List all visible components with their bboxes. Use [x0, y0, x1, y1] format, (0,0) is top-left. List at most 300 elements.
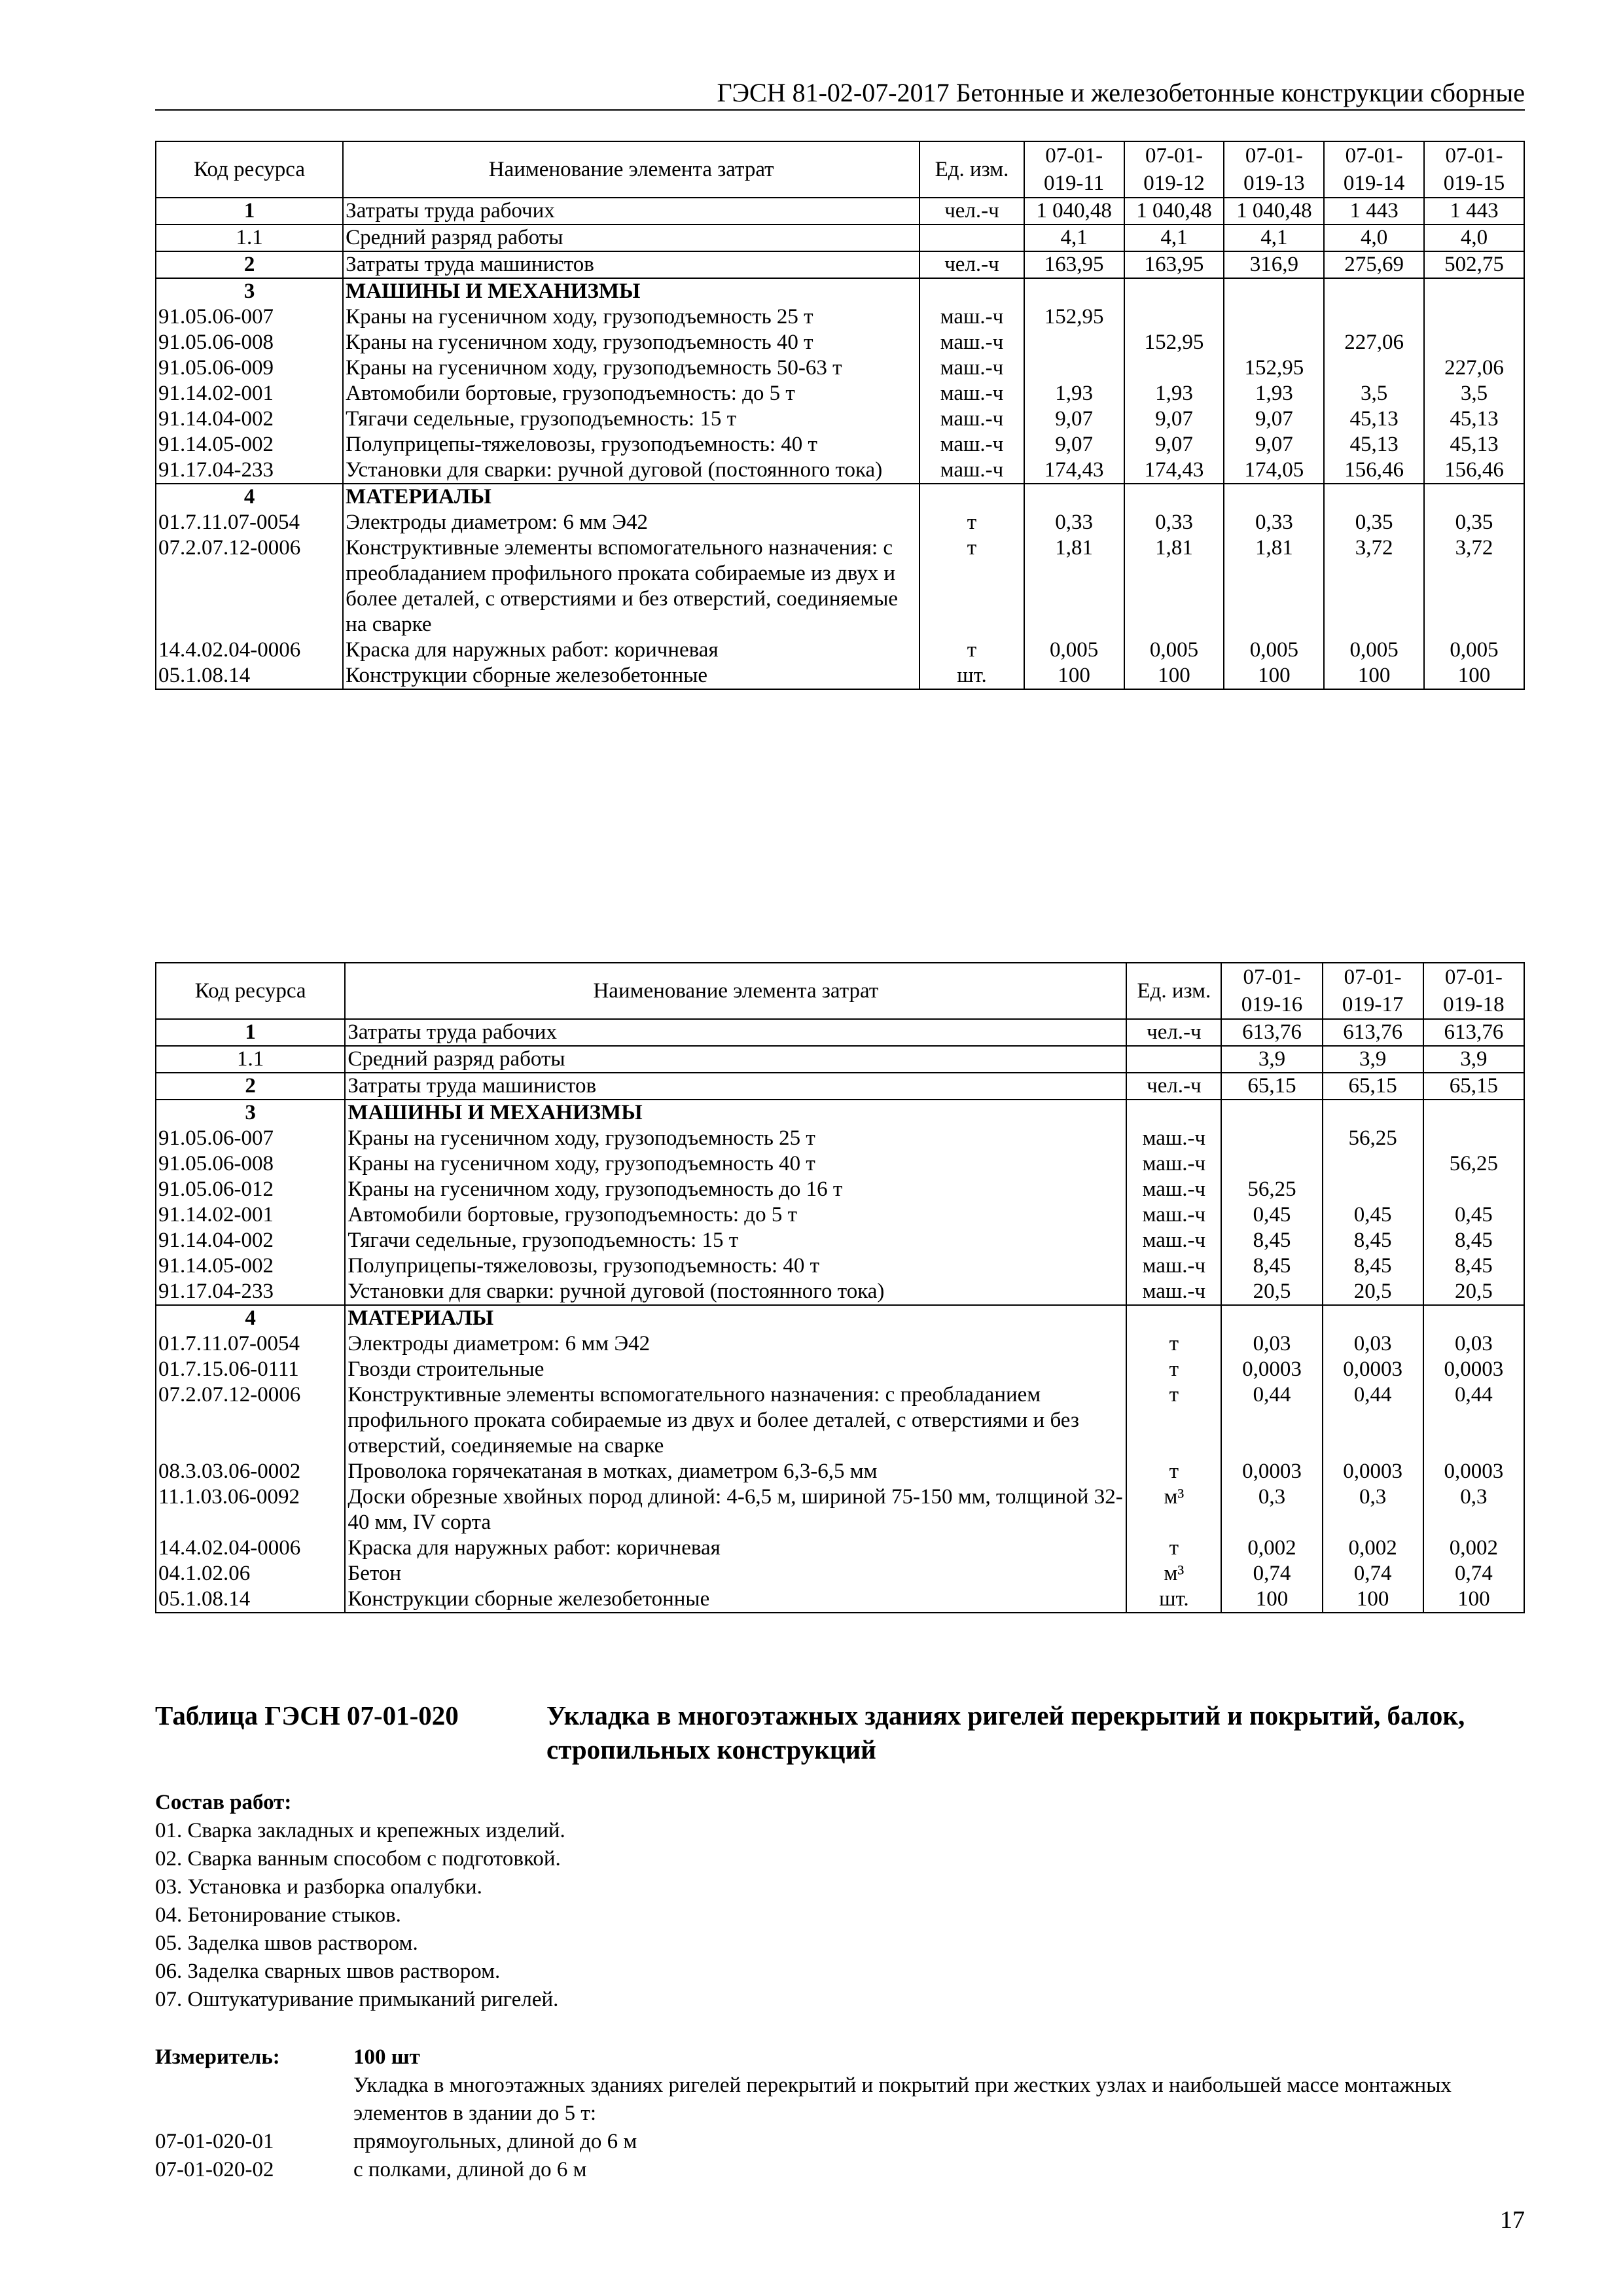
unit: т — [919, 637, 1024, 663]
table-row — [156, 224, 1524, 251]
value-cell: 9,07 — [1224, 406, 1324, 432]
value-cell: 0,74 — [1423, 1561, 1524, 1587]
resource-code: 05.1.08.14 — [156, 663, 343, 689]
value-cell — [1324, 304, 1424, 330]
value-cell — [1323, 1305, 1423, 1331]
resource-name: Краны на гусеничном ходу, грузоподъемность 40 т — [343, 330, 919, 355]
value-cell — [1221, 1100, 1322, 1126]
value-cell: 0,3 — [1323, 1484, 1423, 1535]
value-cell: 0,005 — [1424, 637, 1524, 663]
resource-code: 3 — [156, 1100, 345, 1126]
resource-code: 14.4.02.04-0006 — [156, 637, 343, 663]
unit: чел.-ч — [919, 198, 1024, 224]
value-cell: 65,15 — [1323, 1073, 1423, 1100]
table-row — [156, 1019, 1524, 1046]
value-cell: 9,07 — [1024, 432, 1124, 457]
value-cell: 0,03 — [1221, 1331, 1322, 1357]
works-heading: Состав работ: — [155, 1791, 292, 1814]
works-list — [155, 1817, 565, 2014]
value-cell — [1024, 355, 1124, 381]
value-cell: 613,76 — [1323, 1019, 1423, 1046]
resource-code: 4 — [156, 484, 343, 510]
header-row — [156, 963, 1524, 1019]
value-cell — [1324, 355, 1424, 381]
value-cell: 1,93 — [1224, 381, 1324, 406]
value-cell: 8,45 — [1423, 1253, 1524, 1279]
value-cell: 56,25 — [1221, 1177, 1322, 1202]
resource-code: 07.2.07.12-0006 — [156, 535, 343, 637]
resource-code: 01.7.11.07-0054 — [156, 510, 343, 535]
resource-name: Затраты труда машинистов — [345, 1073, 1126, 1100]
value-cell — [1124, 278, 1224, 304]
norm-items — [155, 2128, 637, 2184]
unit: т — [919, 535, 1024, 637]
value-cell — [1424, 330, 1524, 355]
value-cell: 100 — [1324, 663, 1424, 689]
meter-label: Измеритель: — [155, 2045, 280, 2069]
value-cell: 1,81 — [1224, 535, 1324, 637]
value-cell: 100 — [1424, 663, 1524, 689]
unit: т — [1126, 1331, 1221, 1357]
work-item: 04. Бетонирование стыков. — [155, 1903, 401, 1927]
table-row — [156, 484, 1524, 510]
table-row — [156, 304, 1524, 330]
value-cell: 0,03 — [1423, 1331, 1524, 1357]
value-cell: 0,002 — [1323, 1535, 1423, 1561]
resource-name: Краны на гусеничном ходу, грузоподъемность 25 т — [343, 304, 919, 330]
table-row — [156, 1073, 1524, 1100]
work-item: 07. Оштукатуривание примыканий ригелей. — [155, 1988, 559, 2011]
unit: маш.-ч — [919, 457, 1024, 484]
value-cell: 1 443 — [1324, 198, 1424, 224]
table-row — [156, 1535, 1524, 1561]
column-header: Код ресурса — [156, 963, 345, 1019]
column-header: 07-01-019-17 — [1323, 963, 1423, 1019]
resource-code: 14.4.02.04-0006 — [156, 1535, 345, 1561]
value-cell: 0,35 — [1324, 510, 1424, 535]
unit: чел.-ч — [1126, 1073, 1221, 1100]
value-cell: 152,95 — [1024, 304, 1124, 330]
page-number: 17 — [1500, 2206, 1525, 2234]
table-row — [156, 278, 1524, 304]
table-row — [156, 1126, 1524, 1151]
value-cell: 0,44 — [1323, 1382, 1423, 1459]
value-cell: 45,13 — [1324, 406, 1424, 432]
unit: т — [1126, 1459, 1221, 1484]
value-cell — [1124, 484, 1224, 510]
resource-code: 3 — [156, 278, 343, 304]
value-cell: 0,005 — [1224, 637, 1324, 663]
value-cell: 4,1 — [1024, 224, 1124, 251]
value-cell: 156,46 — [1324, 457, 1424, 484]
value-cell: 4,1 — [1224, 224, 1324, 251]
value-cell: 174,43 — [1024, 457, 1124, 484]
unit: маш.-ч — [919, 381, 1024, 406]
value-cell — [1423, 1305, 1524, 1331]
value-cell: 1 040,48 — [1224, 198, 1324, 224]
resource-name: МАТЕРИАЛЫ — [345, 1305, 1126, 1331]
value-cell: 45,13 — [1324, 432, 1424, 457]
value-cell: 1,93 — [1024, 381, 1124, 406]
section-title: Укладка в многоэтажных зданиях ригелей перекрытий и покрытий, балок, стропильных конструкций — [546, 1700, 1465, 1765]
table-row — [156, 1177, 1524, 1202]
resource-table-019-11-15 — [155, 141, 1525, 690]
value-cell: 3,9 — [1221, 1046, 1322, 1073]
resource-name: Проволока горячекатаная в мотках, диаметром 6,3-6,5 мм — [345, 1459, 1126, 1484]
column-header: 07-01-019-13 — [1224, 141, 1324, 198]
unit: т — [1126, 1357, 1221, 1382]
value-cell: 3,5 — [1324, 381, 1424, 406]
value-cell: 156,46 — [1424, 457, 1524, 484]
column-header: 07-01-019-14 — [1324, 141, 1424, 198]
unit: маш.-ч — [1126, 1202, 1221, 1228]
header-row — [156, 141, 1524, 198]
table-row — [156, 355, 1524, 381]
running-header: ГЭСН 81-02-07-2017 Бетонные и железобетонные конструкции сборные — [155, 77, 1525, 111]
table-row — [156, 1202, 1524, 1228]
unit — [919, 224, 1024, 251]
value-cell — [1221, 1126, 1322, 1151]
meter-description: Укладка в многоэтажных зданиях ригелей перекрытий и покрытий при жестких узлах и наибольшей массе монтажных элементов в здании до 5 т: — [353, 2073, 1452, 2125]
value-cell: 20,5 — [1323, 1279, 1423, 1305]
resource-name: Полуприцепы-тяжеловозы, грузоподъемность: 40 т — [345, 1253, 1126, 1279]
value-cell: 275,69 — [1324, 251, 1424, 278]
resource-code: 91.14.05-002 — [156, 432, 343, 457]
unit: маш.-ч — [1126, 1228, 1221, 1253]
unit: м³ — [1126, 1484, 1221, 1535]
unit: м³ — [1126, 1561, 1221, 1587]
value-cell: 1 443 — [1424, 198, 1524, 224]
value-cell: 0,005 — [1324, 637, 1424, 663]
value-cell: 3,72 — [1324, 535, 1424, 637]
table-row — [156, 1484, 1524, 1535]
resource-name: Затраты труда машинистов — [343, 251, 919, 278]
unit: маш.-ч — [919, 432, 1024, 457]
resource-code: 01.7.15.06-0111 — [156, 1357, 345, 1382]
resource-name: Конструкции сборные железобетонные — [345, 1587, 1126, 1613]
table-row — [156, 1561, 1524, 1587]
table-row — [156, 1279, 1524, 1305]
value-cell — [1024, 484, 1124, 510]
table-row — [156, 1253, 1524, 1279]
value-cell — [1221, 1305, 1322, 1331]
value-cell — [1124, 304, 1224, 330]
value-cell — [1024, 278, 1124, 304]
value-cell — [1224, 484, 1324, 510]
value-cell: 0,002 — [1423, 1535, 1524, 1561]
value-cell — [1221, 1151, 1322, 1177]
table-row — [156, 1151, 1524, 1177]
norm-text: прямоугольных, длиной до 6 м — [353, 2130, 637, 2153]
resource-name: Бетон — [345, 1561, 1126, 1587]
unit: маш.-ч — [1126, 1279, 1221, 1305]
value-cell: 3,72 — [1424, 535, 1524, 637]
column-header: Наименование элемента затрат — [343, 141, 919, 198]
unit: т — [1126, 1382, 1221, 1459]
resource-code: 11.1.03.06-0092 — [156, 1484, 345, 1535]
value-cell: 100 — [1224, 663, 1324, 689]
unit — [1126, 1046, 1221, 1073]
resource-name: Тягачи седельные, грузоподъемность: 15 т — [345, 1228, 1126, 1253]
work-item: 03. Установка и разборка опалубки. — [155, 1875, 482, 1899]
value-cell: 0,3 — [1221, 1484, 1322, 1535]
value-cell — [1323, 1177, 1423, 1202]
resource-name: Краны на гусеничном ходу, грузоподъемность 40 т — [345, 1151, 1126, 1177]
value-cell: 0,44 — [1423, 1382, 1524, 1459]
value-cell: 502,75 — [1424, 251, 1524, 278]
value-cell: 3,5 — [1424, 381, 1524, 406]
value-cell: 174,05 — [1224, 457, 1324, 484]
resource-name: Автомобили бортовые, грузоподъемность: до 5 т — [345, 1202, 1126, 1228]
resource-name: Краны на гусеничном ходу, грузоподъемность 25 т — [345, 1126, 1126, 1151]
table-row — [156, 432, 1524, 457]
value-cell: 65,15 — [1221, 1073, 1322, 1100]
value-cell — [1324, 278, 1424, 304]
value-cell: 316,9 — [1224, 251, 1324, 278]
resource-name: МАШИНЫ И МЕХАНИЗМЫ — [343, 278, 919, 304]
value-cell: 0,0003 — [1323, 1357, 1423, 1382]
value-cell: 3,9 — [1423, 1046, 1524, 1073]
resource-name: Затраты труда рабочих — [343, 198, 919, 224]
table-row — [156, 198, 1524, 224]
table-row — [156, 637, 1524, 663]
resource-name: Тягачи седельные, грузоподъемность: 15 т — [343, 406, 919, 432]
resource-table-019-16-18 — [155, 962, 1525, 1613]
resource-code: 91.14.02-001 — [156, 381, 343, 406]
unit — [919, 484, 1024, 510]
value-cell: 100 — [1024, 663, 1124, 689]
value-cell: 8,45 — [1221, 1228, 1322, 1253]
resource-code: 04.1.02.06 — [156, 1561, 345, 1587]
resource-code: 1 — [156, 198, 343, 224]
value-cell: 1,81 — [1124, 535, 1224, 637]
value-cell: 9,07 — [1024, 406, 1124, 432]
column-header: Ед. изм. — [1126, 963, 1221, 1019]
value-cell: 8,45 — [1221, 1253, 1322, 1279]
value-cell: 227,06 — [1424, 355, 1524, 381]
resource-code: 05.1.08.14 — [156, 1587, 345, 1613]
resource-code: 91.14.04-002 — [156, 406, 343, 432]
value-cell: 0,44 — [1221, 1382, 1322, 1459]
resource-name: Конструктивные элементы вспомогательного назначения: с преобладанием профильного проката собираемые из двух и более деталей, с отверстиями и без отверстий, соединяемые на сварке — [345, 1382, 1126, 1459]
work-item: 01. Сварка закладных и крепежных изделий. — [155, 1819, 565, 1842]
unit: шт. — [1126, 1587, 1221, 1613]
value-cell: 20,5 — [1423, 1279, 1524, 1305]
value-cell — [1224, 330, 1324, 355]
value-cell: 45,13 — [1424, 406, 1524, 432]
value-cell — [1424, 278, 1524, 304]
value-cell: 0,0003 — [1221, 1459, 1322, 1484]
resource-code: 08.3.03.06-0002 — [156, 1459, 345, 1484]
unit: т — [919, 510, 1024, 535]
resource-code: 01.7.11.07-0054 — [156, 1331, 345, 1357]
resource-code: 91.17.04-233 — [156, 1279, 345, 1305]
table-row — [156, 1587, 1524, 1613]
resource-name: МАШИНЫ И МЕХАНИЗМЫ — [345, 1100, 1126, 1126]
table-row — [156, 1382, 1524, 1459]
value-cell: 227,06 — [1324, 330, 1424, 355]
value-cell: 613,76 — [1423, 1019, 1524, 1046]
value-cell: 3,9 — [1323, 1046, 1423, 1073]
table-row — [156, 1228, 1524, 1253]
value-cell — [1424, 484, 1524, 510]
value-cell: 4,0 — [1424, 224, 1524, 251]
value-cell: 1 040,48 — [1124, 198, 1224, 224]
value-cell: 4,0 — [1324, 224, 1424, 251]
unit — [919, 278, 1024, 304]
unit: маш.-ч — [919, 330, 1024, 355]
value-cell: 152,95 — [1224, 355, 1324, 381]
value-cell: 0,3 — [1423, 1484, 1524, 1535]
resource-name: МАТЕРИАЛЫ — [343, 484, 919, 510]
value-cell — [1323, 1100, 1423, 1126]
resource-code: 91.05.06-009 — [156, 355, 343, 381]
resource-name: Средний разряд работы — [343, 224, 919, 251]
unit: чел.-ч — [919, 251, 1024, 278]
value-cell: 9,07 — [1124, 406, 1224, 432]
table-row — [156, 381, 1524, 406]
value-cell: 8,45 — [1323, 1228, 1423, 1253]
work-item: 02. Сварка ванным способом с подготовкой. — [155, 1847, 561, 1871]
norm-code: 07-01-020-02 — [155, 2158, 274, 2181]
unit: маш.-ч — [1126, 1177, 1221, 1202]
value-cell: 0,0003 — [1323, 1459, 1423, 1484]
column-header: Код ресурса — [156, 141, 343, 198]
value-cell: 0,45 — [1323, 1202, 1423, 1228]
column-header: Ед. изм. — [919, 141, 1024, 198]
work-item: 06. Заделка сварных швов раствором. — [155, 1960, 501, 1983]
value-cell: 0,0003 — [1423, 1459, 1524, 1484]
resource-code: 91.14.04-002 — [156, 1228, 345, 1253]
value-cell: 163,95 — [1124, 251, 1224, 278]
table-row — [156, 1459, 1524, 1484]
resource-code: 07.2.07.12-0006 — [156, 1382, 345, 1459]
resource-code: 91.05.06-007 — [156, 1126, 345, 1151]
table-row — [156, 1305, 1524, 1331]
value-cell: 0,005 — [1124, 637, 1224, 663]
value-cell: 100 — [1323, 1587, 1423, 1613]
value-cell: 9,07 — [1224, 432, 1324, 457]
value-cell: 0,74 — [1221, 1561, 1322, 1587]
value-cell — [1224, 278, 1324, 304]
value-cell: 0,33 — [1024, 510, 1124, 535]
column-header: Наименование элемента затрат — [345, 963, 1126, 1019]
value-cell: 163,95 — [1024, 251, 1124, 278]
norm-item — [155, 2156, 637, 2184]
column-header: 07-01-019-12 — [1124, 141, 1224, 198]
value-cell — [1423, 1100, 1524, 1126]
value-cell: 0,03 — [1323, 1331, 1423, 1357]
value-cell: 0,45 — [1221, 1202, 1322, 1228]
resource-name: Краны на гусеничном ходу, грузоподъемность до 16 т — [345, 1177, 1126, 1202]
unit: чел.-ч — [1126, 1019, 1221, 1046]
value-cell: 100 — [1221, 1587, 1322, 1613]
value-cell: 20,5 — [1221, 1279, 1322, 1305]
value-cell — [1124, 355, 1224, 381]
work-item: 05. Заделка швов раствором. — [155, 1931, 418, 1955]
value-cell — [1323, 1151, 1423, 1177]
value-cell: 0,0003 — [1423, 1357, 1524, 1382]
table-row — [156, 1331, 1524, 1357]
value-cell: 100 — [1124, 663, 1224, 689]
value-cell: 100 — [1423, 1587, 1524, 1613]
value-cell — [1224, 304, 1324, 330]
table-row — [156, 406, 1524, 432]
resource-name: Полуприцепы-тяжеловозы, грузоподъемность: 40 т — [343, 432, 919, 457]
unit — [1126, 1305, 1221, 1331]
resource-code: 91.05.06-012 — [156, 1177, 345, 1202]
resource-code: 2 — [156, 251, 343, 278]
value-cell: 1,93 — [1124, 381, 1224, 406]
table-label: Таблица ГЭСН 07-01-020 — [155, 1700, 459, 1731]
table-row — [156, 663, 1524, 689]
resource-name: Средний разряд работы — [345, 1046, 1126, 1073]
unit: маш.-ч — [1126, 1253, 1221, 1279]
value-cell: 56,25 — [1423, 1151, 1524, 1177]
unit: шт. — [919, 663, 1024, 689]
column-header: 07-01-019-16 — [1221, 963, 1322, 1019]
value-cell — [1424, 304, 1524, 330]
value-cell: 0,0003 — [1221, 1357, 1322, 1382]
value-cell: 0,74 — [1323, 1561, 1423, 1587]
norm-code: 07-01-020-01 — [155, 2130, 274, 2153]
meter-value: 100 шт — [353, 2045, 420, 2069]
value-cell: 56,25 — [1323, 1126, 1423, 1151]
resource-name: Электроды диаметром: 6 мм Э42 — [345, 1331, 1126, 1357]
resource-name: Затраты труда рабочих — [345, 1019, 1126, 1046]
norm-item — [155, 2128, 637, 2156]
resource-code: 1.1 — [156, 1046, 345, 1073]
column-header: 07-01-019-11 — [1024, 141, 1124, 198]
value-cell: 4,1 — [1124, 224, 1224, 251]
resource-name: Установки для сварки: ручной дуговой (постоянного тока) — [343, 457, 919, 484]
resource-code: 1 — [156, 1019, 345, 1046]
resource-code: 2 — [156, 1073, 345, 1100]
resource-code: 91.14.02-001 — [156, 1202, 345, 1228]
value-cell: 152,95 — [1124, 330, 1224, 355]
unit: т — [1126, 1535, 1221, 1561]
table-row — [156, 510, 1524, 535]
resource-name: Краны на гусеничном ходу, грузоподъемность 50-63 т — [343, 355, 919, 381]
table-row — [156, 251, 1524, 278]
resource-name: Электроды диаметром: 6 мм Э42 — [343, 510, 919, 535]
resource-code: 91.05.06-008 — [156, 1151, 345, 1177]
value-cell: 0,35 — [1424, 510, 1524, 535]
resource-code: 91.05.06-008 — [156, 330, 343, 355]
value-cell: 0,45 — [1423, 1202, 1524, 1228]
value-cell: 0,33 — [1124, 510, 1224, 535]
value-cell: 8,45 — [1323, 1253, 1423, 1279]
table-row — [156, 1046, 1524, 1073]
column-header: 07-01-019-18 — [1423, 963, 1524, 1019]
unit: маш.-ч — [919, 406, 1024, 432]
value-cell: 0,005 — [1024, 637, 1124, 663]
resource-code: 91.14.05-002 — [156, 1253, 345, 1279]
norm-text: с полками, длиной до 6 м — [353, 2158, 587, 2181]
resource-name: Гвозди строительные — [345, 1357, 1126, 1382]
value-cell: 174,43 — [1124, 457, 1224, 484]
value-cell — [1423, 1126, 1524, 1151]
resource-name: Конструктивные элементы вспомогательного назначения: с преобладанием профильного проката собираемые из двух и более деталей, с отверстиями и без отверстий, соединяемые на сварке — [343, 535, 919, 637]
value-cell: 0,33 — [1224, 510, 1324, 535]
unit — [1126, 1100, 1221, 1126]
value-cell: 9,07 — [1124, 432, 1224, 457]
value-cell: 613,76 — [1221, 1019, 1322, 1046]
unit: маш.-ч — [919, 355, 1024, 381]
unit: маш.-ч — [1126, 1126, 1221, 1151]
unit: маш.-ч — [919, 304, 1024, 330]
resource-code: 91.05.06-007 — [156, 304, 343, 330]
